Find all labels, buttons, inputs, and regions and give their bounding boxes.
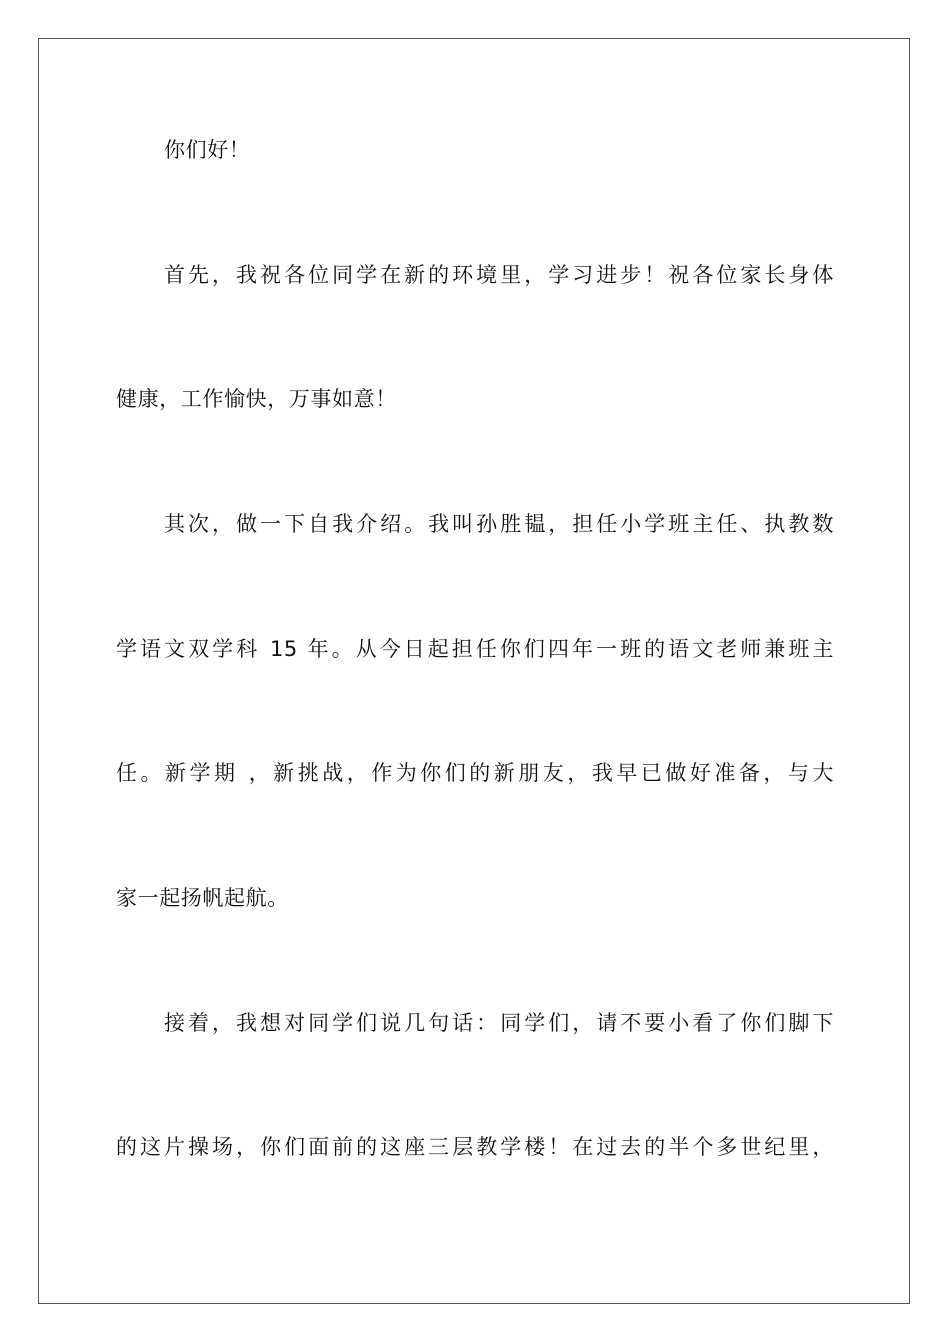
page-border	[38, 38, 910, 1304]
paragraph-2-line-4: 家一起扬帆起航。	[116, 886, 289, 910]
paragraph-2-line-3: 任。新学期 ，新挑战，作为你们的新朋友，我早已做好准备，与大	[116, 761, 834, 785]
paragraph-1-line-2: 健康，工作愉快，万事如意！	[116, 387, 397, 411]
greeting-line: 你们好！	[164, 138, 251, 162]
paragraph-2-line-2: 学语文双学科 15 年。从今日起担任你们四年一班的语文老师兼班主	[116, 637, 834, 661]
paragraph-3-line-2: 的这片操场，你们面前的这座三层教学楼！在过去的半个多世纪里，	[116, 1135, 834, 1159]
paragraph-1-line-1: 首先，我祝各位同学在新的环境里，学习进步！祝各位家长身体	[164, 263, 834, 287]
paragraph-2-line-1: 其次，做一下自我介绍。我叫孙胜韫，担任小学班主任、执教数	[164, 512, 834, 536]
paragraph-3-line-1: 接着，我想对同学们说几句话：同学们，请不要小看了你们脚下	[164, 1011, 834, 1035]
